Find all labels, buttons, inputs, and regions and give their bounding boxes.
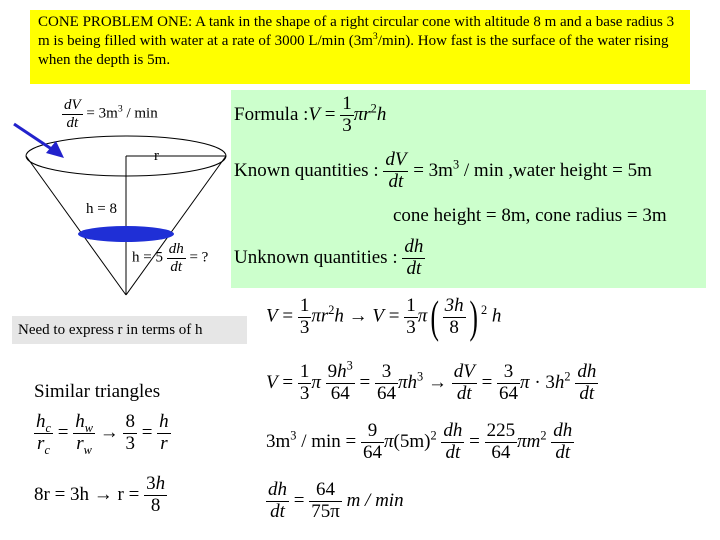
- volume-substitution-line: V = $\frac{1}{3}$ $\pi r^2h \to V$ = $\frac{1}{3}$ π( $\frac{3h}{8}$ ) $^2$ h: [266, 291, 502, 342]
- rate-substitution-line: $3m^3$ / min = $\frac{9}{64}$ $\pi(5m)^2$ $\frac{dh}{dt}$ = $\frac{225}{64}$ $\pi m^2$ $\frac{dh}{dt}$: [266, 420, 573, 463]
- final-answer-line: $\frac{dh}{dt}$ = $\frac{64}{75\pi}$ m / min: [268, 479, 404, 522]
- height-5-label: h = 5 $\frac{dh}{dt}$ = ?: [132, 241, 209, 275]
- problem-statement: CONE PROBLEM ONE: A tank in the shape of a right circular cone with altitude 8 m and a base radius 3 m is being filled with water at a rate of 3000 L/min $(3m^3/\min)$. How fast is the surface of the water rising when the depth is 5m.: [30, 10, 690, 84]
- r-in-terms-of-h: 8r = 3h → r = $\frac{3h}{8}$: [34, 473, 166, 516]
- volume-derivative-line: V = $\frac{1}{3}$ π $\frac{9h^3}{64}$ = $\frac{3}{64}$ $\pi h^3$ → $\frac{dV}{dt}$ = $\frac{3}{64}$ $\pi \cdot 3h^2$ $\frac{dh}{dt}$: [266, 358, 597, 404]
- height-8-label: h = 8: [86, 201, 117, 217]
- unknown-quantities-line: Unknown quantities : $\frac{dh}{dt}$: [234, 236, 424, 279]
- known-quantities-line: Known quantities : $\frac{dV}{dt}$ = $3m^3$ / min ,water height = 5m: [234, 149, 652, 192]
- similar-triangles-title: Similar triangles: [34, 381, 161, 402]
- formula-line: Formula :V = $\frac{1}{3}$ $\pi r^2h$: [234, 93, 387, 136]
- water-surface: [78, 226, 174, 242]
- dv-dt-label: $\frac{dV}{dt}$ = $3m^3$ / min: [64, 97, 158, 131]
- cone-dimensions-line: cone height = 8m, cone radius = 3m: [393, 205, 667, 226]
- note-express-r: Need to express r in terms of h: [12, 316, 247, 344]
- radius-label: r: [154, 148, 159, 164]
- similar-triangles-ratio: $\frac{h_c}{r_c}$ = $\frac{h_w}{r_w}$ → $\frac{8}{3}$ = $\frac{h}{r}$: [36, 411, 169, 457]
- cone-left-side: [26, 156, 126, 295]
